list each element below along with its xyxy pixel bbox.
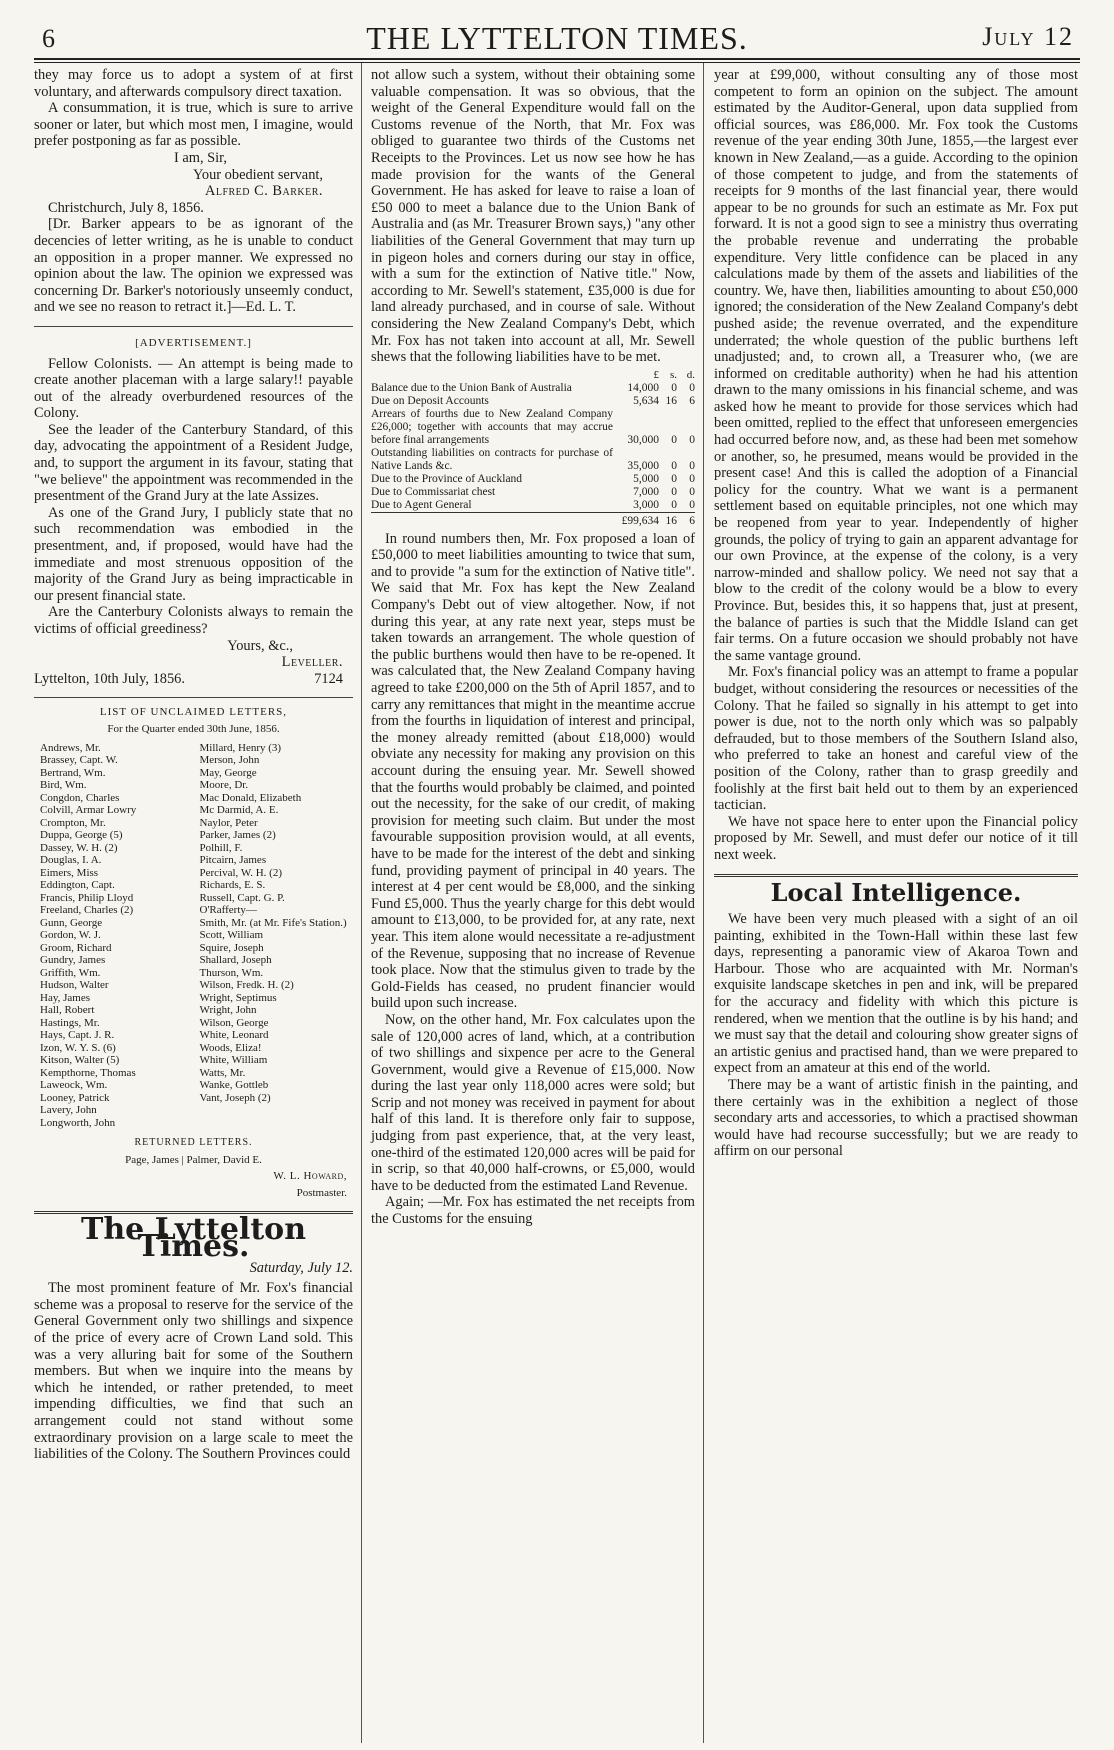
letter-recipient: Eimers, Miss — [40, 866, 99, 879]
column-2 — [362, 63, 704, 1743]
letter-paragraph: A consummation, it is true, which is sure to arrive sooner or later, but which most men, I imagine, would prefer postponing as far as possible. — [34, 100, 353, 150]
liability-row — [371, 447, 695, 473]
letter-recipient: White, Leonard — [199, 1029, 269, 1042]
liability-amount: 0 — [689, 498, 695, 511]
column-3 — [704, 63, 1078, 1743]
letter-recipient: Brassey, Capt. W. — [40, 754, 118, 767]
advertisement-number: 7124 — [314, 670, 343, 687]
letter-recipient: Wanke, Gottleb — [199, 1079, 269, 1092]
letter-signoff: Your obedient servant, — [192, 166, 323, 183]
liability-amount: 5,634 — [633, 394, 659, 407]
letter-recipient: Merson, John — [199, 754, 260, 767]
liability-amount: 0 — [689, 381, 695, 394]
letter-recipient: Congdon, Charles — [40, 791, 120, 804]
advertisement-label: [ADVERTISEMENT.] — [135, 336, 252, 349]
editor-note: [Dr. Barker appears to be as ignorant of the decencies of letter writing, as he is unable to conduct an opposition in a proper manner. We expressed no opinion about the law. The opinion we expressed was concerning Dr. Barker's notoriously unseemly conduct, and we see no reason to retract it.]—Ed. L. T. — [34, 216, 353, 316]
letter-recipient: Moore, Dr. — [199, 779, 249, 792]
letter-recipient: Kempthorne, Thomas — [40, 1066, 136, 1079]
liability-amount: 30,000 — [627, 433, 659, 446]
letter-recipient: Longworth, John — [40, 1116, 116, 1129]
liability-amount: 16 — [665, 394, 677, 407]
letter-place-date: Christchurch, July 8, 1856. — [48, 199, 204, 216]
letter-recipient: Bertrand, Wm. — [40, 766, 106, 779]
liabilities-table — [371, 369, 695, 528]
liability-amount: 0 — [671, 381, 677, 394]
newspaper-title: THE LYTTELTON TIMES. — [366, 20, 748, 56]
liability-amount: 0 — [689, 459, 695, 472]
masthead — [34, 14, 1080, 60]
advertisement-signoff: Yours, &c., — [227, 637, 293, 654]
liability-amount: 14,000 — [627, 381, 659, 394]
divider — [714, 874, 1078, 877]
letter-recipient: Groom, Richard — [40, 941, 112, 954]
liability-amount: 0 — [671, 433, 677, 446]
advertisement-paragraph: Are the Canterbury Colonists always to remain the victims of official greediness? — [34, 604, 353, 637]
leader-paragraph: year at £99,000, without consulting any of those most competent to form an opinion on the subject. The amount estimated by the Auditor-General, upon data supplied from official sources, was £86,000. Mr. Fox took the Customs revenue of the year ending 30th June, 1855,—the largest ever known in New Zealand,—as a guide. According to the opinion of those competent to judge, and from the statements of receipts for 9 months of the last financial year, there would appear to be no grounds for such an estimate as Mr. Fox put forward. It is not a good sign to see a ministry thus overrating the probable revenue and underrating the probable expenditure. Very little confidence can be placed in any calculations made by them of the assets and liabilities of the country. We, have then, liabilities amounting to about £50,000 ignored; the consideration of the New Zealand Company's debt pushed aside; the revenue overrated, and the expenditure underrated; the whole question of the public burthens left unadjusted; and, to crown all, a Treasurer who, (we are informed on creditable authority) when he had his attention drawn to the many omissions in his financial scheme, and was asked how he meant to provide for those services which had been omitted, replied to the effect that unforeseen emergencies had occurred before now, and, as these had been met somehow or another, so, he presumed, means would be provided in the present case! And this is called the adoption of a Financial policy for the country. What we want is a permanent settlement based on equitable principles, not one which may be reopened from year to year. Independently of higher grounds, the policy of trying to gain an apparent advantage for our own Province, at the expense of the colony, is a very narrow-minded and shallow policy. We need not say that a blow to the credit of the colony would be a blow to every Province. But, besides this, it so happens that, just at present, the balance of parties is such that the Middle Island can get fair terms. On a future occasion we should probably not have the same vantage ground. — [714, 67, 1078, 664]
letters-list-title: LIST OF UNCLAIMED LETTERS, — [99, 706, 288, 719]
letter-recipient: Dassey, W. H. (2) — [40, 841, 118, 854]
letter-recipient: Gunn, George — [40, 916, 103, 929]
letter-recipient: Eddington, Capt. — [40, 879, 115, 892]
divider — [34, 697, 353, 698]
letter-recipient: May, George — [199, 766, 257, 779]
letter-recipient: Parker, James (2) — [199, 829, 276, 842]
leader-title: The Lyttelton Times. — [81, 1212, 306, 1265]
liability-amount: 0 — [671, 498, 677, 511]
liability-row — [371, 382, 695, 395]
shillings-header: s. — [669, 368, 677, 381]
letters-list-right — [194, 742, 354, 1130]
issue-date: July 12 — [982, 22, 1074, 51]
letter-recipient: Gundry, James — [40, 954, 106, 967]
letter-recipient: Freeland, Charles (2) — [40, 904, 134, 917]
letter-recipient: Percival, W. H. (2) — [199, 866, 282, 879]
letter-recipient: Richards, E. S. — [199, 879, 266, 892]
letter-recipient: Wright, Septimus — [199, 991, 277, 1004]
liability-total-row — [371, 512, 695, 528]
letters-list-subtitle: For the Quarter ended 30th June, 1856. — [107, 722, 280, 735]
liability-label: Due to Agent General — [371, 498, 472, 511]
letter-recipient: Wright, John — [199, 1004, 257, 1017]
letter-recipient: Thurson, Wm. — [199, 966, 264, 979]
advertisement-place-date — [34, 671, 353, 688]
liability-total — [371, 512, 613, 528]
divider — [34, 326, 353, 327]
liability-label: Arrears of fourths due to New Zealand Company £26,000; together with accounts that may accrue before final arrangements — [371, 407, 613, 446]
liability-row — [371, 499, 695, 513]
letter-recipient: Wilson, Fredk. H. (2) — [199, 979, 294, 992]
letter-recipient: Watts, Mr. — [199, 1066, 246, 1079]
advertisement-paragraph: See the leader of the Canterbury Standard, of this day, advocating the appointment of a Resident Judge, and, to support the argument in its favour, stating that "we believe" the appointment was recommended in the presentment of the Grand Jury at the late Assizes. — [34, 421, 353, 505]
returned-letters-label: RETURNED LETTERS. — [134, 1137, 253, 1149]
liability-total: £99,634 — [613, 512, 659, 528]
leader-paragraph: Now, on the other hand, Mr. Fox calculates upon the sale of 120,000 acres of land, which, at a contribution of two shillings and sixpence per acre to the General Government, would give a Revenue of £15,000. Now during the last year only 118,000 acres were sold; but Scrip and not money was received in payment for about half of this land. It is therefore only fair to suppose, judging from past experience, that, at the very least, one-third of the estimated 120,000 acres will be paid for in scrip, so that 40,000 half-crowns, or £5,000, would have to be deducted from the estimated Land Revenue. — [371, 1011, 695, 1194]
leader-paragraph: In round numbers then, Mr. Fox proposed a loan of £50,000 to meet liabilities amounting to twice that sum, and to provide "a sum for the extinction of Native title". We said that Mr. Fox has kept the New Zealand Company's Debt out of view altogether. Now, if not during this year, at any rate next year, steps must be taken towards an arrangement. The whole question of the public burthens would then have to be re-opened. It was calculated that, the New Zealand Company having agreed to take £200,000 on the 5th of April 1857, and to carry any remittances that might in the meantime accrue from the fourths in liquidation of interest and principal, the money already remitted (about £18,000) would obviate any necessity for making any provision on this account during the ensuing year. Mr. Sewell showed that the fourths would probably be claimed, and pointed out the necessity, for the sake of our credit, of making provision for meeting such claim. But under the most favourable supposition provision would, at all events, have to be made for the interest of the debt and sinking fund, providing payment of principal in 40 years. The interest at 4 per cent would be £8,000, and the sinking Fund £5,000. Thus the yearly charge for this debt would amount to £13,000, to be provided for, at any rate, next year. This item alone would necessitate a re-adjustment of the Revenue, supposing that no increase of Revenue took place. Now that the stimulus given to trade by the Gold-Fields has ceased, no prudent financier would build upon such increase. — [371, 530, 695, 1012]
letter-signoff: I am, Sir, — [174, 149, 227, 166]
letter-recipient: Francis, Philip Lloyd — [40, 891, 134, 904]
letter-recipient: Andrews, Mr. — [40, 741, 101, 754]
letter-recipient: White, William — [199, 1054, 268, 1067]
leader-paragraph: We have not space here to enter upon the Financial policy proposed by Mr. Sewell, and must defer our notice of it till next week. — [714, 813, 1078, 863]
letter-recipient: Woods, Eliza! — [199, 1041, 262, 1054]
letter-recipient: Russell, Capt. G. P. — [199, 891, 285, 904]
liability-row — [371, 408, 695, 447]
liability-row — [371, 486, 695, 499]
letter-recipient: Squire, Joseph — [199, 941, 264, 954]
letter-recipient: Griffith, Wm. — [40, 966, 101, 979]
postmaster-name: W. L. Howard, — [273, 1170, 347, 1183]
liability-amount: 0 — [689, 433, 695, 446]
leader-paragraph: not allow such a system, without their obtaining some valuable compensation. It was so obvious, that the weight of the General Expenditure would fall on the Customs revenue of the North, that Mr. Fox was obliged to guarantee two thirds of the Customs net Receipts to the Provinces. Let us now see how he has made provision for the wants of the General Government. He has asked for leave to raise a loan of £50 000 to meet a balance due to the Union Bank of Australia and (as Mr. Treasurer Brown says,) "any other liabilities of the General Government that may turn up in pigeon holes and corners during our stay in office, with a sum for the extinction of Native title." Now, according to Mr. Sewell's statement, £35,000 is due for land already purchased, and in course of sale. Without considering the New Zealand Company's Debt, which Mr. Fox has not taken into account at all, Mr. Sewell shews that the following liabilities have to be met. — [371, 67, 695, 366]
leader-paragraph: Again; —Mr. Fox has estimated the net receipts from the Customs for the ensuing — [371, 1194, 695, 1228]
letter-recipient: Millard, Henry (3) — [199, 741, 282, 754]
liability-amount: 0 — [671, 485, 677, 498]
liability-amount: 5,000 — [633, 472, 659, 485]
liability-amount: 0 — [689, 485, 695, 498]
letter-recipient: Hastings, Mr. — [40, 1016, 100, 1029]
leader-paragraph: Mr. Fox's financial policy was an attempt to frame a popular budget, without considering the resources or necessities of the Colony. That he failed so signally in his attempt to get into power is due, not to the north only which was so palpably defrauded, but to those members of the Southern Island also, who preferred to take an honest and careful view of the position of the Colony, rather than to grasp greedily and foolishly at the first bait held out to them by an experienced tactician. — [714, 664, 1078, 814]
leader-dateline: Saturday, July 12. — [249, 1259, 353, 1276]
liability-amount: 3,000 — [633, 498, 659, 511]
letter-recipient: Naylor, Peter — [199, 816, 258, 829]
returned-letters: Page, James | Palmer, David E. — [125, 1153, 262, 1166]
liability-amount: 6 — [689, 394, 695, 407]
pounds-header: £ — [653, 368, 659, 381]
letter-recipient: Izon, W. Y. S. (6) — [40, 1041, 116, 1054]
letter-recipient: Looney, Patrick — [40, 1091, 110, 1104]
liability-amount: 35,000 — [627, 459, 659, 472]
letter-recipient: Lavery, John — [40, 1104, 97, 1117]
letter-recipient: Crompton, Mr. — [40, 816, 106, 829]
local-intelligence-heading: Local Intelligence. — [770, 877, 1022, 907]
letter-recipient: Pitcairn, James — [199, 854, 267, 867]
liability-total: 16 — [659, 512, 677, 528]
letter-recipient: Colvill, Armar Lowry — [40, 804, 137, 817]
letter-recipient: Hay, James — [40, 991, 90, 1004]
letter-recipient: Smith, Mr. (at Mr. Fife's Station.) — [199, 916, 347, 929]
letter-author: Alfred C. Barker. — [204, 183, 323, 200]
letter-recipient: Mc Darmid, A. E. — [199, 804, 279, 817]
letter-recipient: Scott, William — [199, 929, 264, 942]
letter-recipient: Gordon, W. J. — [40, 929, 101, 942]
pence-header: d. — [686, 368, 695, 381]
liability-row — [371, 395, 695, 408]
letter-recipient: Wilson, George — [199, 1016, 269, 1029]
letter-recipient: Shallard, Joseph — [199, 954, 272, 967]
liability-total: 6 — [677, 512, 695, 528]
liability-amount: 0 — [671, 472, 677, 485]
advertisement-date: Lyttelton, 10th July, 1856. — [34, 670, 185, 687]
letters-list — [34, 742, 353, 1130]
postmaster-title: Postmaster. — [296, 1186, 347, 1199]
letter-recipient: Douglas, I. A. — [40, 854, 102, 867]
letter-recipient: Hays, Capt. J. R. — [40, 1029, 115, 1042]
letter-recipient: Laweock, Wm. — [40, 1079, 108, 1092]
liability-row — [371, 473, 695, 486]
liability-amount: 0 — [689, 472, 695, 485]
letter-recipient: Hudson, Walter — [40, 979, 109, 992]
letter-recipient: Polhill, F. — [199, 841, 243, 854]
letter-recipient: Vant, Joseph (2) — [199, 1091, 271, 1104]
leader-paragraph: The most prominent feature of Mr. Fox's financial scheme was a proposal to reserve for the service of the General Government only two shillings and sixpence of the price of every acre of Crown Land sold. This was a very alluring bait for some of the Southern members. But when we inquire into the means by which he intended, or rather pretended, to meet impending difficulties, we find that such an arrangement could not stand without some extraordinary provision on a large scale to meet the liabilities of the Colony. The Southern Provinces could — [34, 1280, 353, 1463]
letters-list-left — [34, 742, 194, 1130]
column-1 — [34, 63, 362, 1743]
advertisement-author: Leveller. — [281, 654, 343, 671]
local-paragraph: There may be a want of artistic finish in the painting, and there certainly was in the exhibition a neglect of those secondary arts and accessories, to which a practised showman would have had recourse successfully; but we are ready to affirm on our personal — [714, 1077, 1078, 1160]
liability-label: Due to Commissariat chest — [371, 485, 496, 498]
letter-recipient: Hall, Robert — [40, 1004, 95, 1017]
advertisement-paragraph: Fellow Colonists. — An attempt is being made to create another placeman with a large salary!! payable out of the already overburdened resources of the Colony. — [34, 355, 353, 422]
liability-amount: 7,000 — [633, 485, 659, 498]
letter-recipient: Duppa, George (5) — [40, 829, 123, 842]
liability-amount: 0 — [671, 459, 677, 472]
letter-recipient: Kitson, Walter (5) — [40, 1054, 120, 1067]
liability-label: Due to the Province of Auckland — [371, 472, 523, 485]
liability-label: Outstanding liabilities on contracts for purchase of Native Lands &c. — [371, 446, 613, 472]
letter-recipient: Mac Donald, Elizabeth — [199, 791, 302, 804]
advertisement-paragraph: As one of the Grand Jury, I publicly state that no such recommendation was embodied in the presentment, and, if proposed, would have had the immediate and most strenuous opposition of the majority of the Grand Jury as being impracticable in our present financial state. — [34, 504, 353, 604]
page-number: 6 — [42, 24, 55, 53]
local-paragraph: We have been very much pleased with a sight of an oil painting, exhibited in the Town-Hall within these last few days, representing a panoramic view of Akaroa Town and Harbour. Those who are acquainted with Mr. Norman's exquisite landscape sketches in pen and ink, will be prepared for the accuracy and fidelity with which this picture is rendered, when we mention that the outline is by his hand; and we must say that the detail and colouring show greater signs of an artistic genius and practised hand, than we were prepared to expect from an amateur at this end of the world. — [714, 911, 1078, 1077]
columns — [34, 63, 1080, 1743]
liability-label: Due on Deposit Accounts — [371, 394, 489, 407]
letter-paragraph: they may force us to adopt a system of at first voluntary, and afterwards compulsory direct taxation. — [34, 67, 353, 100]
letter-recipient: O'Rafferty— — [199, 904, 257, 917]
liability-label: Balance due to the Union Bank of Australia — [371, 381, 572, 394]
liabilities-table-header — [371, 369, 695, 382]
letter-recipient: Bird, Wm. — [40, 779, 87, 792]
